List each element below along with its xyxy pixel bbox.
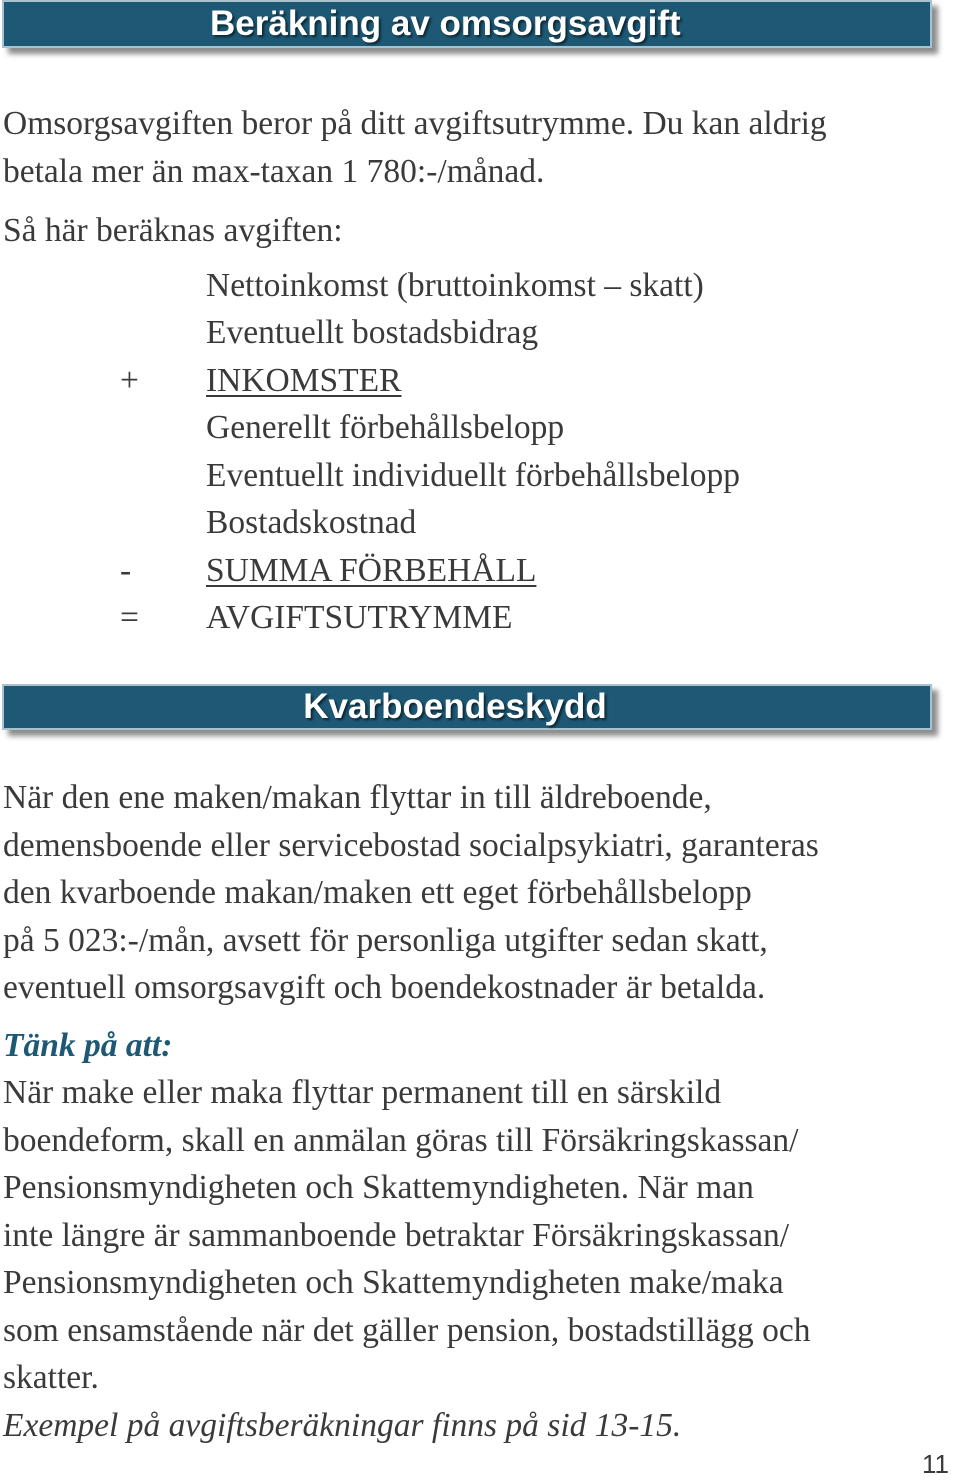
calc-label: Bostadskostnad xyxy=(206,504,417,541)
calc-label: Generellt förbehållsbelopp xyxy=(206,409,565,446)
example-reference: Exempel på avgiftsberäkningar finns på sid 13-15. xyxy=(3,1407,682,1444)
intro-line: Omsorgsavgiften beror på ditt avgiftsutrymme. Du kan aldrig xyxy=(3,105,827,142)
paragraph-line: Pensionsmyndigheten och Skattemyndigheten make/maka xyxy=(3,1264,784,1301)
page-number: 11 xyxy=(922,1449,949,1479)
paragraph-line: boendeform, skall en anmälan göras till Försäkringskassan/ xyxy=(3,1121,799,1159)
calc-row xyxy=(0,404,900,452)
intro-paragraph xyxy=(3,100,827,195)
paragraph-line: När make eller maka flyttar permanent till en särskild xyxy=(3,1074,722,1111)
calc-row xyxy=(0,452,900,500)
calc-row xyxy=(0,499,900,547)
paragraph-line: När den ene maken/makan flyttar in till äldreboende, xyxy=(3,779,712,816)
section-title: Beräkning av omsorgsavgift xyxy=(210,4,681,43)
calc-operator: = xyxy=(120,599,139,636)
calc-operator: + xyxy=(120,362,139,399)
calc-intro: Så här beräknas avgiften: xyxy=(3,212,343,249)
paragraph-line: skatter. xyxy=(3,1359,99,1396)
calc-label: INKOMSTER xyxy=(206,362,402,399)
calc-label: AVGIFTSUTRYMME xyxy=(206,599,513,636)
paragraph-line: Pensionsmyndigheten och Skattemyndigheten. När man xyxy=(3,1169,754,1206)
calc-label: Eventuellt bostadsbidrag xyxy=(206,314,539,351)
calc-label: SUMMA FÖRBEHÅLL xyxy=(206,552,537,589)
section-title: Kvarboendeskydd xyxy=(303,687,607,726)
calc-label: Nettoinkomst (bruttoinkomst – skatt) xyxy=(206,267,704,304)
paragraph-line: eventuell omsorgsavgift och boendekostnader är betalda. xyxy=(3,969,766,1006)
calc-row xyxy=(0,357,900,405)
calc-row xyxy=(0,262,900,310)
section-banner-kvarboendeskydd xyxy=(2,684,932,730)
kvarboende-paragraph xyxy=(3,774,819,1012)
section-banner-berakning xyxy=(2,0,932,48)
calc-label: Eventuellt individuellt förbehållsbelopp xyxy=(206,457,741,494)
paragraph-line: inte längre är sammanboende betraktar Försäkringskassan/ xyxy=(3,1216,790,1254)
paragraph-line: den kvarboende makan/maken ett eget förbehållsbelopp xyxy=(3,874,752,911)
calc-row xyxy=(0,547,900,595)
paragraph-line: på 5 023:-/mån, avsett för personliga utgifter sedan skatt, xyxy=(3,921,768,959)
paragraph-line: demensboende eller servicebostad socialpsykiatri, garanteras xyxy=(3,826,819,864)
intro-line: betala mer än max-taxan 1 780:-/månad. xyxy=(3,152,545,190)
calc-row xyxy=(0,309,900,357)
note-heading: Tänk på att: xyxy=(3,1027,173,1064)
calc-operator: - xyxy=(120,552,132,589)
paragraph-line: som ensamstående när det gäller pension, bostadstillägg och xyxy=(3,1311,811,1349)
calc-row xyxy=(0,594,900,642)
note-paragraph xyxy=(3,1069,811,1402)
